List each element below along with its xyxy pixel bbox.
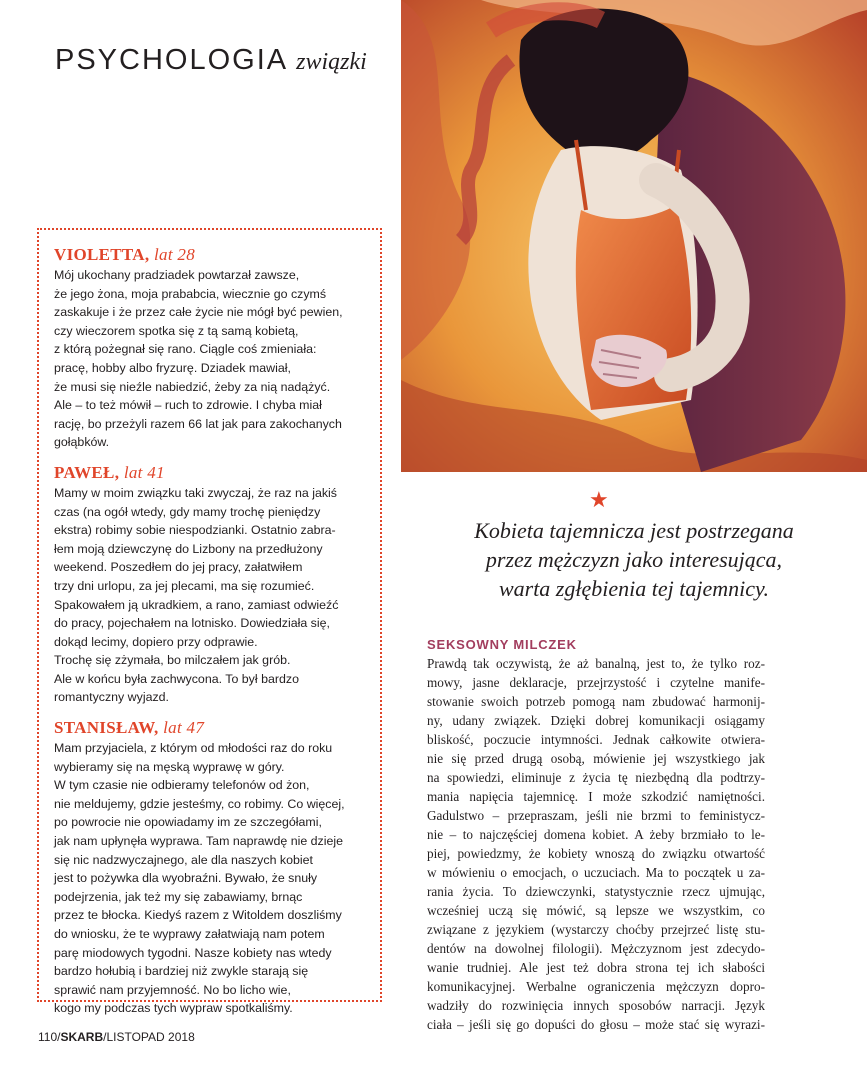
text-line: Gadulstwo – przepraszam, jeśli nie brzmi to feministycz- [427,808,765,823]
testimonial-heading [54,244,368,266]
magazine-brand: SKARB [60,1030,104,1044]
testimonial-name: PAWEŁ, [54,462,120,482]
text-line: trzy dni urlopu, za jej plecami, ma się rozumieć. [54,578,315,593]
text-line: Mamy w moim związku taki zwyczaj, że raz na jakiś [54,485,337,500]
text-line: wanie trudniej. Ale jest też dobra strona tej ich słabości [427,960,765,975]
painting-image [401,0,867,472]
text-line: w mówieniu o emocjach, o uczuciach. Ma to początek u za- [427,865,765,880]
article-text [427,654,765,1034]
testimonial-age: lat 41 [123,462,165,482]
text-line: zaskakuje i że przez całe życie nie mógł być pewien, [54,305,343,320]
testimonial-stanislaw [54,717,368,1018]
text-line: nie – to najczęściej domena kobiet. A żeby brzmiało to le- [427,827,765,842]
text-line: mowy, jasne deklaracje, przejrzystość i czytelne manife- [427,675,765,690]
testimonial-violetta [54,244,368,452]
section-subtitle: związki [296,49,367,75]
text-line: weekend. Poszedłem do jej pracy, załatwiłem [54,560,303,575]
testimonials-box [37,228,382,1016]
issue-date: /LISTOPAD 2018 [103,1030,195,1044]
text-line: Trochę się zżymała, bo milczałem jak grób. [54,653,291,668]
text-line: parę miodowych tygodni. Nasze kobiety nas wtedy [54,945,332,960]
text-line: Mój ukochany pradziadek powtarzał zawsze, [54,268,300,282]
article-section [427,636,765,1034]
text-line: czy wieczorem spotka się z tą samą kobietą, [54,323,299,338]
text-line: że musi się nieźle nabiedzić, żeby za nią nadążyć. [54,379,331,394]
testimonial-text [54,739,368,1018]
text-line: bardzo hołubią i bardziej niż zwykle starają się [54,964,309,979]
text-line: na spowiedzi, eliminuje z życia tę niezbędną dla podtrzy- [427,770,765,785]
text-line: Ale w końcu była zachwycona. To był bardzo [54,671,299,686]
text-line: komunikacyjnej. Werbalne ograniczenia mężczyzn dopro- [427,979,765,994]
text-line: piej, powiedzmy, że kobiety wnoszą do związku otwartość [427,846,765,861]
text-line: kogo my podczas tych wypraw spotkaliśmy. [54,1001,293,1016]
text-line: stowanie swoich potrzeb pomogą nam zbudować harmonij- [427,694,765,709]
text-line: z którą pożegnał się rano. Ciągle coś zmieniała: [54,342,317,357]
quote-line: warta zgłębienia tej tajemnicy. [498,576,770,601]
page-footer [38,1030,195,1044]
illustration-couple-embrace [401,0,867,472]
text-line: rania życia. To dziewczynki, statystycznie rzecz ujmując, [427,884,765,899]
quote-line: przez mężczyzn jako interesująca, [485,547,783,572]
text-line: jest to pożywka dla wyobraźni. Bywało, że snuły [54,871,318,886]
text-line: mania napięcia tajemnicę. I może szkodzić namiętności. [427,789,765,804]
text-line: wybieramy się na męską wyprawę w góry. [54,759,285,774]
text-line: ny, udany związek. Dzięki dobrej komunikacji osiągamy [427,713,765,728]
text-line: Ale – to też mówił – ruch to zdrowie. I chyba miał [54,398,322,413]
text-line: ekstra) robimy sobie niespodzianki. Ostatnio zabra- [54,523,336,538]
text-line: się nic nadzwyczajnego, ale dla naszych kobiet [54,852,313,867]
text-line: rację, bo przeżyli razem 66 lat jak para zakochanych [54,416,342,431]
text-line: bliskość, poczucie intymności. Jednak całkowite otwiera- [427,732,765,747]
text-line: gołąbków. [54,435,110,450]
text-line: Spakowałem ją ukradkiem, a rano, zamiast odwieźć [54,597,339,612]
text-line: wadziły do rozwinięcia innych sposobów narracji. Język [427,998,765,1013]
text-line: po powrocie nie opowiadamy im ze szczegółami, [54,815,322,830]
testimonial-text [54,266,368,452]
page-number: 110/ [38,1030,61,1044]
testimonial-pawel [54,462,368,707]
text-line: nie się przed drugą osobą, mówienie jej wszystkiego jak [427,751,765,766]
quote-line: Kobieta tajemnicza jest postrzegana [474,518,794,543]
text-line: związane z językiem (wystarczy choćby przejrzeć listę stu- [427,922,765,937]
text-line: przez te błocka. Kiedyś razem z Witoldem doszliśmy [54,908,342,923]
text-line: ciała – jeśli się go dopuści do głosu – może stać się wyrazi- [427,1017,765,1032]
section-header [55,44,367,77]
text-line: czas (na ogół wtedy, gdy mamy trochę pieniędzy [54,504,321,519]
text-line: Prawdą tak oczywistą, że aż banalną, jest to, że tylko roz- [427,656,765,671]
text-line: dentów na dowolnej filologii). Mężczyznom jest zdecydo- [427,941,765,956]
testimonial-age: lat 47 [163,718,205,738]
testimonial-heading [54,462,368,484]
testimonial-age: lat 28 [154,245,195,264]
testimonial-name: VIOLETTA, [54,245,150,264]
text-line: do pracy, pojechałem na lotnisko. Dowiedziała się, [54,616,330,631]
text-line: nie meldujemy, gdzie jesteśmy, co robimy. Co więcej, [54,796,345,811]
article-heading: SEKSOWNY MILCZEK [427,637,577,652]
text-line: Mam przyjaciela, z którym od młodości raz do roku [54,741,333,756]
text-line: romantyczny wyjazd. [54,690,169,705]
text-line: do wniosku, że te wyprawy załatwiają nam potem [54,927,325,941]
text-line: sprawić nam przyjemność. No bo licho wie, [54,982,291,997]
testimonial-text [54,484,368,707]
text-line: W tym czasie nie odbieramy telefonów od żon, [54,778,310,793]
testimonial-heading [54,717,368,739]
star-icon: ★ [589,487,609,512]
text-line: wcześniej uczą się mówić, są lepsze we wszystkim, co [427,903,765,918]
testimonial-name: STANISŁAW, [54,718,159,738]
section-title: PSYCHOLOGIA [55,44,289,76]
text-line: pracę, hobby albo fryzurę. Dziadek mawiał, [54,360,291,375]
text-line: że jego żona, moja prababcia, wiecznie go czymś [54,286,327,301]
text-line: łem moją dziewczynę do Lizbony na przedłużony [54,541,323,556]
text-line: dokąd lecimy, dopiero przy odprawie. [54,634,258,649]
pull-quote [420,516,848,603]
text-line: jak nam upłynęła wyprawa. Tam naprawdę nie dzieje [54,834,344,849]
text-line: podejrzenia, jak też my się zabawiamy, brnąc [54,889,303,904]
